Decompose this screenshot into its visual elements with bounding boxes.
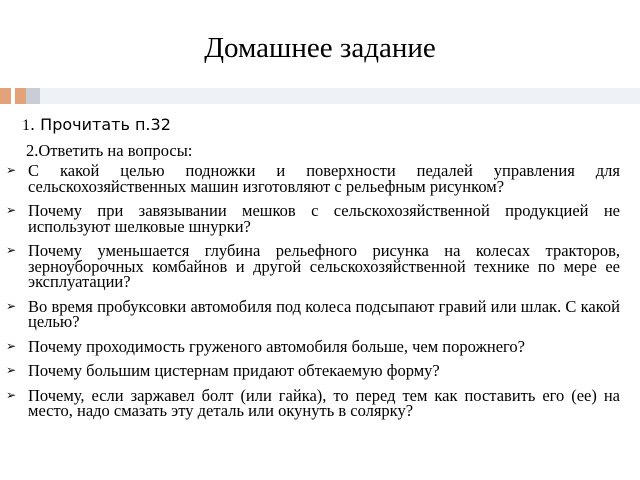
question-item (4, 336, 620, 356)
question-item (4, 385, 620, 420)
question-item (4, 296, 620, 331)
arrow-bullet-icon: ➢ (6, 298, 17, 313)
question-item (4, 363, 620, 379)
arrow-bullet-icon: ➢ (6, 243, 17, 257)
arrow-bullet-icon: ➢ (6, 338, 17, 353)
question-text: Почему, если заржавел болт (или гайка), то перед тем как поставить его (ее) на место, надо смазать эту деталь или окунуть в солярку? (28, 385, 620, 420)
arrow-bullet-icon: ➢ (6, 363, 17, 377)
question-item (4, 243, 620, 290)
question-text: Почему при завязывании мешков с сельскохозяйственной продукцией не используют шелковые шнурки? (28, 201, 620, 236)
question-text: Почему уменьшается глубина рельефного рисунка на колесах тракторов, зерноуборочных комбайнов и другой сельскохозяйственной технике по мере ее эксплуатации? (28, 241, 620, 291)
question-item (4, 163, 620, 194)
arrow-bullet-icon: ➢ (6, 203, 17, 217)
band-segment-orange (15, 88, 26, 104)
task-1-text: . Прочитать п.32 (30, 115, 171, 134)
question-text: Почему проходимость груженого автомобиля больше, чем порожнего? (28, 336, 525, 356)
slide-body (6, 114, 620, 428)
task-1 (22, 114, 620, 137)
question-text: Во время пробуксовки автомобиля под колеса подсыпают гравий или шлак. С какой целью? (28, 296, 620, 331)
slide-title: Домашнее задание (204, 32, 436, 64)
task-2: 2.Ответить на вопросы: (26, 141, 193, 160)
band-segment-orange-left (0, 88, 11, 104)
questions-list (4, 163, 620, 419)
task-1-number: 1 (22, 117, 30, 134)
arrow-bullet-icon: ➢ (6, 163, 17, 177)
question-text: Почему большим цистернам придают обтекаемую форму? (28, 361, 440, 380)
question-text: С какой целью подножки и поверхности педалей управления для сельскохозяйственных машин изготовляют с рельефным рисунком? (28, 161, 620, 196)
question-item (4, 203, 620, 234)
band-segment-gray (26, 88, 40, 104)
decorative-band (0, 88, 640, 104)
band-segment-light (40, 88, 640, 104)
arrow-bullet-icon: ➢ (6, 387, 17, 402)
